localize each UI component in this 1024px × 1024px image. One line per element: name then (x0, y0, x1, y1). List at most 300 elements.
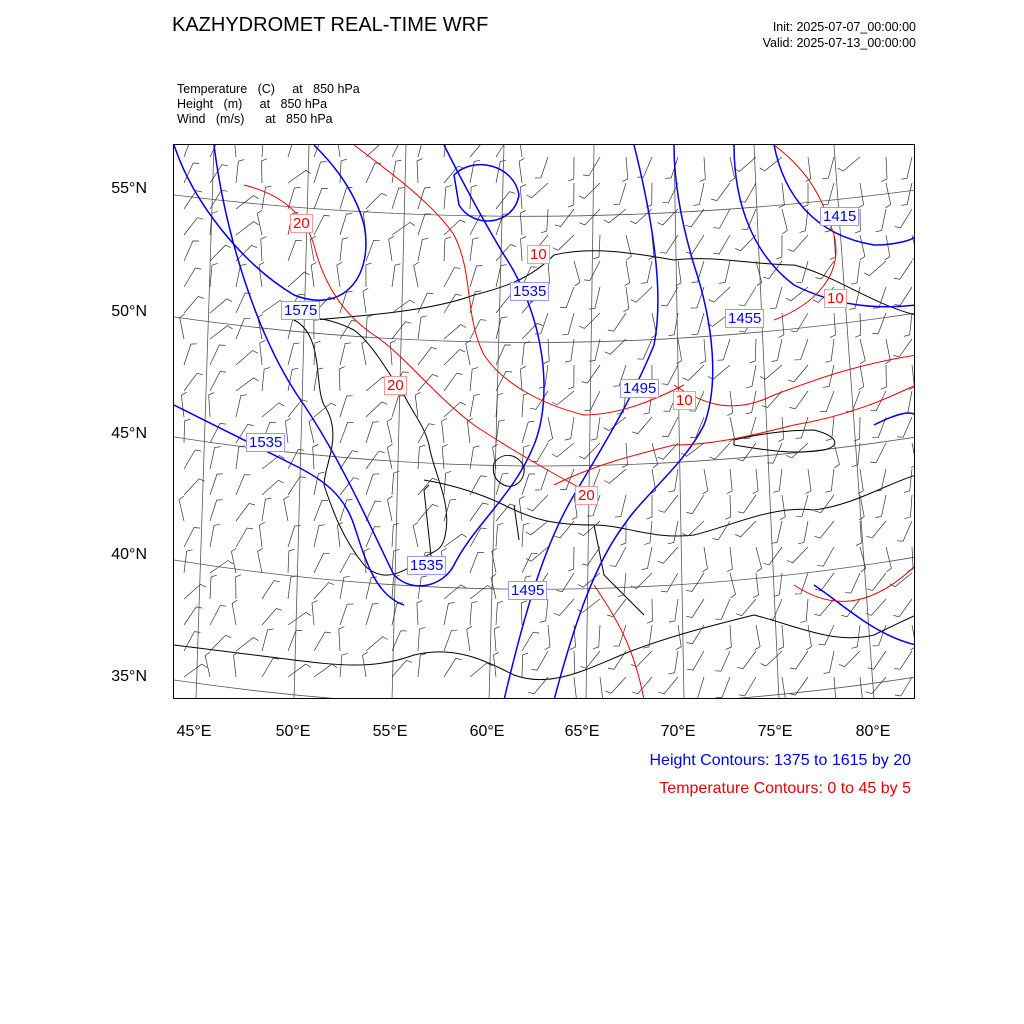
wind-barb (258, 548, 263, 573)
wind-barb (340, 422, 354, 443)
wind-barb (444, 325, 466, 339)
wind-barb (210, 263, 218, 287)
wind-barb (470, 238, 479, 261)
wind-barb (418, 238, 428, 261)
wind-barb (901, 183, 912, 205)
wind-barb (339, 627, 345, 651)
wind-barb (855, 313, 861, 337)
wind-barb (772, 339, 783, 362)
wind-barb (392, 188, 405, 209)
wind-barb (442, 418, 447, 443)
wind-barb (444, 237, 451, 261)
wind-barb (387, 444, 392, 469)
wind-barb (735, 521, 756, 537)
wind-barb (392, 631, 407, 651)
wind-barb (179, 496, 184, 521)
wind-barb (236, 222, 259, 235)
wind-barb (858, 183, 863, 208)
wind-barb (579, 183, 600, 199)
wind-barb (647, 599, 653, 623)
wind-barb (288, 240, 302, 261)
wind-barb (886, 547, 891, 572)
wind-barb (774, 469, 783, 492)
wind-barb (236, 395, 247, 417)
wind-barb (236, 446, 245, 469)
wind-barb (661, 573, 678, 592)
height-label-1495-south: 1495 (508, 581, 547, 600)
wind-barb (470, 586, 493, 600)
wind-barb (526, 183, 548, 198)
wind-barb (750, 339, 756, 363)
wind-barb (314, 553, 330, 573)
wind-barb (288, 549, 295, 573)
wind-barb (184, 296, 204, 313)
wind-barb (631, 287, 652, 302)
height-contour-1535a (214, 145, 544, 586)
wind-barb (710, 443, 731, 459)
wind-barb (288, 631, 302, 652)
wind-barb (309, 418, 314, 443)
wind-barb (184, 664, 207, 677)
wind-barb (418, 293, 433, 313)
wind-barb (690, 417, 704, 437)
wind-barb (284, 496, 289, 521)
wind-barb (795, 339, 808, 360)
wind-barb (876, 209, 886, 232)
wind-barb (737, 651, 756, 669)
wind-barb (470, 601, 477, 625)
lon-label-50: 50°E (275, 723, 311, 740)
wind-barb (867, 573, 886, 591)
wind-barb (686, 495, 704, 514)
wind-barb (314, 525, 325, 547)
wind-barb (496, 601, 503, 625)
wind-barb (552, 443, 574, 457)
wind-barb (522, 523, 529, 547)
wind-barb (708, 365, 730, 379)
lon-line-80 (834, 145, 874, 699)
wind-barb (366, 163, 381, 183)
wind-barb (716, 677, 730, 698)
wind-barb (864, 261, 886, 276)
wind-barb (700, 339, 705, 364)
wind-barb (646, 495, 652, 519)
wind-barb (418, 576, 427, 599)
wind-barb (692, 313, 704, 335)
wind-barb (683, 521, 704, 536)
wind-barb (770, 287, 782, 309)
wind-barb (340, 451, 358, 469)
wind-barb (822, 157, 834, 179)
wind-barb (894, 261, 912, 279)
wind-barb (687, 651, 704, 670)
wind-barb (756, 261, 762, 286)
wind-barb (314, 664, 337, 677)
wind-barb (838, 157, 860, 171)
wind-barb (904, 313, 912, 336)
lon-line-45 (196, 145, 214, 699)
wind-barb (908, 547, 913, 571)
wind-barb (184, 241, 199, 261)
wind-barb (866, 521, 886, 538)
wind-barb (210, 606, 226, 626)
wind-barb (366, 474, 379, 495)
wind-barb (444, 294, 462, 313)
temp-contour-20b (554, 385, 915, 485)
wind-barb (545, 625, 550, 650)
wind-barb (659, 495, 678, 512)
wind-barb (632, 417, 652, 434)
wind-barb (314, 632, 331, 651)
temp-label-10-east: 10 (824, 289, 847, 308)
wind-barb (897, 417, 912, 437)
wind-barb (418, 445, 425, 469)
wind-barb (418, 424, 435, 443)
wind-barb (725, 495, 731, 519)
wind-barb (337, 262, 342, 287)
height-contour-1495b (554, 145, 713, 699)
wind-barb (392, 264, 401, 287)
wind-barb (562, 313, 574, 335)
wind-barb (568, 183, 574, 207)
wind-barb (778, 625, 783, 650)
wind-barb (760, 365, 782, 379)
wind-barb (661, 287, 678, 306)
wind-barb (610, 547, 626, 566)
wind-barb (184, 373, 203, 391)
wind-barb (535, 157, 548, 178)
wind-barb (210, 245, 231, 261)
wind-barb (181, 392, 186, 417)
wind-barb (662, 183, 678, 203)
wind-barb (717, 339, 730, 360)
wind-barb (719, 261, 730, 283)
wind-barb (714, 209, 731, 228)
wind-barb (778, 417, 783, 442)
wind-barb (340, 576, 350, 599)
wind-barb (787, 547, 808, 563)
wind-barb (387, 496, 392, 521)
wind-barb (417, 601, 423, 625)
wind-barb (713, 235, 730, 254)
wind-barb (796, 495, 808, 517)
valid-time: Valid: 2025-07-13_00:00:00 (762, 36, 916, 50)
wind-barb (622, 157, 627, 182)
wind-barb (817, 547, 834, 566)
wind-barb (340, 214, 353, 235)
wind-barb (366, 422, 379, 443)
wind-barb (598, 677, 603, 699)
wind-barb (652, 443, 658, 468)
wind-barb (527, 495, 548, 511)
wind-barb (852, 625, 861, 648)
wind-barb (739, 677, 756, 696)
wind-barb (522, 553, 538, 573)
wind-barb (285, 418, 290, 443)
temperature-legend: Temperature Contours: 0 to 45 by 5 (659, 780, 911, 797)
wind-barb (795, 573, 808, 594)
wind-barb (753, 573, 758, 598)
wind-barb (184, 450, 201, 469)
wind-barb (236, 160, 244, 183)
wind-barb (257, 210, 262, 235)
wind-barb (418, 316, 427, 339)
wind-barb (184, 550, 193, 573)
wind-barb (392, 660, 412, 677)
wind-barb (522, 342, 530, 365)
wind-barb (568, 157, 574, 181)
wind-barb (815, 495, 834, 513)
temp-label-10-mid: 10 (673, 391, 696, 410)
wind-barb (541, 209, 548, 233)
wind-barb (692, 677, 704, 699)
wind-barb (727, 469, 732, 494)
wind-barb (608, 313, 626, 331)
wind-barb (715, 599, 730, 619)
wind-barb (860, 339, 865, 364)
wind-barb (314, 472, 324, 495)
map-panel (173, 144, 915, 699)
wind-barb (735, 235, 756, 251)
wind-barb (209, 393, 214, 418)
wind-barb (806, 469, 811, 494)
height-label-1415: 1415 (820, 207, 859, 226)
wind-barb (687, 625, 705, 644)
field-temperature: Temperature (C) at 850 hPa (177, 82, 360, 96)
aral-sea (493, 455, 524, 486)
wind-barb (555, 209, 574, 227)
wind-barb (641, 261, 652, 283)
wind-barb (911, 443, 915, 468)
temp-label-20-west: 20 (384, 376, 407, 395)
wind-barb (767, 443, 782, 463)
wind-barb (288, 343, 300, 365)
wind-barb (604, 469, 626, 483)
wind-barb (470, 266, 482, 288)
wind-barb (593, 625, 600, 649)
wind-barb (288, 612, 311, 625)
wind-barb (788, 235, 808, 252)
height-contour-low (454, 165, 519, 221)
wind-barb (734, 157, 756, 171)
wind-barb (845, 573, 860, 593)
wind-barb (210, 326, 233, 339)
wind-barb (746, 365, 756, 388)
wind-barb (782, 209, 787, 234)
border-segment-2 (514, 505, 519, 540)
wind-barb (184, 584, 206, 599)
wind-barb (574, 261, 580, 286)
wind-barb (312, 600, 317, 625)
lon-label-75: 75°E (757, 723, 793, 740)
wind-barb (236, 638, 259, 651)
wind-barb (366, 402, 387, 417)
wind-barb (234, 652, 239, 677)
wind-barb (236, 503, 255, 521)
wind-barb (444, 268, 460, 287)
wind-barb (520, 367, 526, 392)
wind-barb (885, 235, 890, 260)
wind-barb (519, 145, 524, 157)
wind-barb (540, 599, 548, 622)
wind-barb (418, 214, 431, 235)
wind-barb (571, 677, 576, 699)
temp-contour-south (594, 585, 644, 699)
height-label-1575: 1575 (281, 301, 320, 320)
wind-barb (715, 651, 730, 671)
lon-label-80: 80°E (855, 723, 891, 740)
wind-barb (859, 365, 864, 390)
wind-barb (418, 145, 430, 157)
wind-barb (522, 421, 534, 443)
wind-barb (210, 524, 220, 547)
height-label-1455: 1455 (725, 309, 764, 328)
wind-barb (607, 599, 626, 617)
wind-barb (895, 209, 912, 228)
wind-barb (736, 599, 756, 616)
wind-barb (288, 188, 300, 210)
height-contour-1535b (174, 405, 404, 605)
wind-barb (872, 313, 886, 334)
wind-barb (184, 479, 205, 495)
wind-barb (662, 365, 678, 385)
wind-barb (262, 581, 280, 599)
wind-barb (825, 339, 834, 362)
wind-barb (694, 183, 705, 206)
wind-barb (606, 677, 627, 693)
height-label-1535-west: 1535 (246, 433, 285, 452)
wind-barb (870, 443, 886, 463)
wind-barb (755, 625, 760, 650)
wind-barb (184, 344, 197, 365)
wind-barb (366, 604, 379, 625)
wind-barb (521, 237, 526, 262)
wind-barb (470, 446, 479, 469)
wind-barb (676, 625, 681, 650)
wind-barb (262, 658, 279, 677)
lon-label-70: 70°E (660, 723, 696, 740)
wind-barb (730, 573, 736, 598)
wind-barb (886, 183, 891, 208)
wind-barb (288, 272, 310, 287)
wind-barb (210, 635, 231, 651)
wind-barb (236, 378, 259, 391)
wind-barb (604, 209, 626, 223)
wind-barb (470, 320, 486, 339)
init-time: Init: 2025-07-07_00:00:00 (772, 20, 916, 34)
wind-barb (658, 677, 678, 694)
balkhash (734, 430, 835, 452)
temp-contour-se (794, 565, 915, 601)
wind-barb (806, 157, 811, 182)
wind-barb (668, 313, 678, 336)
lon-label-65: 65°E (564, 723, 600, 740)
lat-label-45: 45°N (111, 425, 147, 442)
wind-barb (531, 651, 548, 670)
wind-barb (210, 500, 223, 521)
wind-barb (779, 183, 784, 208)
wind-barb (711, 183, 730, 201)
wind-barb (444, 471, 451, 495)
wind-barb (683, 365, 704, 380)
wind-barb (870, 391, 886, 411)
southern-border (174, 615, 915, 680)
wind-barb (820, 391, 834, 412)
wind-barb (444, 603, 454, 626)
wind-barb (839, 651, 860, 667)
wind-barb (288, 170, 311, 183)
wind-barb (288, 576, 297, 599)
wind-barb (856, 521, 862, 546)
wind-barb (496, 265, 507, 287)
wind-barb (726, 625, 732, 650)
wind-barb (727, 547, 732, 572)
wind-barb (392, 471, 399, 495)
wind-barb (236, 475, 250, 495)
wind-barb (569, 651, 575, 675)
lat-label-55: 55°N (111, 180, 147, 197)
wind-barb (553, 235, 574, 250)
height-legend: Height Contours: 1375 to 1615 by 20 (649, 752, 911, 769)
wind-barb (366, 145, 388, 157)
map-svg (174, 145, 915, 699)
wind-barb (578, 521, 600, 536)
wind-barb (314, 583, 334, 599)
wind-barb (568, 547, 574, 571)
wind-barb (522, 393, 529, 417)
wind-barb (902, 391, 912, 414)
wind-barb (658, 547, 678, 563)
wind-barb (686, 573, 704, 592)
wind-barb (444, 658, 462, 677)
wind-barb (340, 238, 348, 261)
lon-line-65 (586, 145, 594, 699)
wind-barb (236, 351, 258, 366)
wind-barb (830, 313, 835, 338)
wind-barb (184, 607, 202, 625)
wind-barb (184, 218, 203, 235)
wind-barb (392, 523, 399, 547)
wind-barb (798, 521, 808, 544)
wind-barb (826, 417, 834, 441)
wind-barb (184, 145, 198, 157)
wind-barb (615, 495, 626, 517)
wind-barb (700, 157, 705, 182)
wind-barb (210, 345, 225, 365)
wind-barb (786, 443, 808, 458)
wind-barb (668, 521, 678, 544)
wind-barb (262, 498, 271, 521)
wind-barb (340, 343, 351, 365)
wind-barb (366, 240, 380, 261)
wind-barb (756, 547, 762, 572)
wind-barb (262, 456, 285, 470)
wind-barb (894, 287, 912, 306)
wind-barb (522, 632, 539, 651)
wind-barb (583, 157, 600, 176)
temp-label-20-nw: 20 (290, 214, 313, 233)
wind-barb (622, 443, 627, 468)
wind-barb (522, 323, 543, 339)
lat-label-35: 35°N (111, 668, 147, 685)
wind-barb (363, 288, 368, 313)
wind-barb (496, 145, 514, 157)
wind-barb (496, 504, 516, 521)
wind-barb (366, 263, 372, 287)
wind-barb (470, 552, 484, 573)
wind-barb (288, 145, 301, 157)
wind-barb (314, 162, 327, 183)
